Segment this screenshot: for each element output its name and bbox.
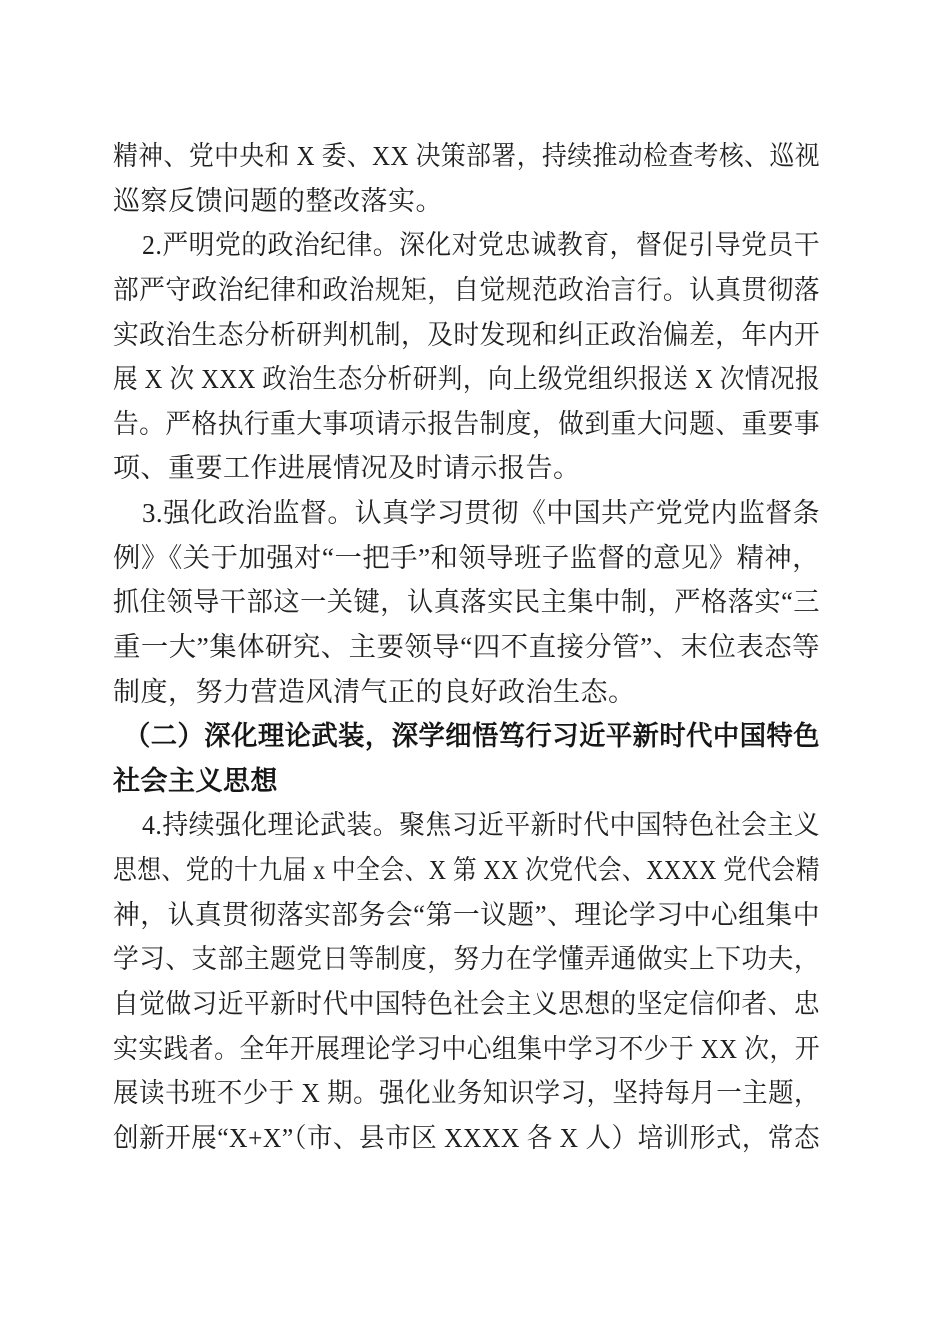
text-line-content: 3.强化政治监督。认真学习贯彻《中国共产党党内监督条 (142, 498, 820, 528)
text-line-content: 制度，努力营造风清气正的良好政治生态。 (113, 676, 636, 707)
text-line-content: 实实践者。全年开展理论学习中心组集中学习不少于 XX 次，开 (113, 1033, 820, 1064)
text-line-17 (113, 848, 820, 893)
text-line-18 (113, 893, 820, 938)
text-line-content: 创新开展“X+X”（市、县市区 XXXX 各 X 人）培训形式，常态 (113, 1122, 820, 1153)
text-line-content: 实政治生态分析研判机制，及时发现和纠正政治偏差，年内开 (113, 319, 820, 350)
text-line-7 (113, 402, 820, 447)
text-line-4 (113, 268, 820, 313)
text-line-content: 抓住领导干部这一关键，认真落实民主集中制，严格落实“三 (113, 587, 820, 618)
text-line-15 (113, 759, 820, 804)
text-line-content: 社会主义思想 (113, 765, 278, 796)
text-line-content: 展读书班不少于 X 期。强化业务知识学习，坚持每月一主题， (113, 1078, 820, 1109)
text-line-content: 巡察反馈问题的整改落实。 (113, 185, 443, 216)
text-line-16 (113, 803, 820, 848)
text-line-content: 学习、支部主题党日等制度，努力在学懂弄通做实上下功夫， (113, 944, 820, 975)
text-line-22 (113, 1071, 820, 1116)
text-line-content: 告。严格执行重大事项请示报告制度，做到重大问题、重要事 (113, 408, 820, 439)
text-line-content: 2.严明党的政治纪律。深化对党忠诚教育，督促引导党员干 (142, 230, 820, 261)
text-line-9 (113, 491, 820, 536)
text-line-11 (113, 580, 820, 625)
text-line-19 (113, 937, 820, 982)
text-line-5 (113, 313, 820, 358)
text-line-content: 神，认真贯彻落实部务会“第一议题”、理论学习中心组集中 (113, 899, 820, 930)
document-text-block (113, 134, 820, 1160)
text-line-8 (113, 446, 820, 491)
text-line-1 (113, 134, 820, 179)
text-line-content: 例》《关于加强对“一把手”和领导班子监督的意见》精神， (113, 542, 820, 573)
text-line-content: 精神、党中央和 X 委、XX 决策部署，持续推动检查考核、巡视 (113, 141, 820, 171)
text-line-content: 思想、党的十九届 x 中全会、X 第 XX 次党代会、XXXX 党代会精 (113, 855, 820, 885)
text-line-23 (113, 1116, 820, 1161)
text-line-20 (113, 982, 820, 1027)
text-line-3 (113, 223, 820, 268)
text-line-2 (113, 179, 820, 224)
text-line-14 (113, 714, 820, 759)
text-line-12 (113, 625, 820, 670)
text-line-content: 自觉做习近平新时代中国特色社会主义思想的坚定信仰者、忠 (113, 988, 820, 1019)
text-line-content: 部严守政治纪律和政治规矩，自觉规范政治言行。认真贯彻落 (113, 274, 820, 305)
text-line-content: 4.持续强化理论武装。聚焦习近平新时代中国特色社会主义 (142, 810, 820, 841)
text-line-content: （二）深化理论武装，深学细悟笃行习近平新时代中国特色 (124, 721, 820, 752)
text-line-content: 展 X 次 XXX 政治生态分析研判，向上级党组织报送 X 次情况报 (113, 364, 820, 395)
text-line-content: 项、重要工作进展情况及时请示报告。 (113, 453, 581, 484)
text-line-6 (113, 357, 820, 402)
text-line-21 (113, 1027, 820, 1072)
text-line-10 (113, 536, 820, 581)
text-line-content: 重一大”集体研究、主要领导“四不直接分管”、末位表态等 (113, 631, 820, 662)
text-line-13 (113, 670, 820, 715)
